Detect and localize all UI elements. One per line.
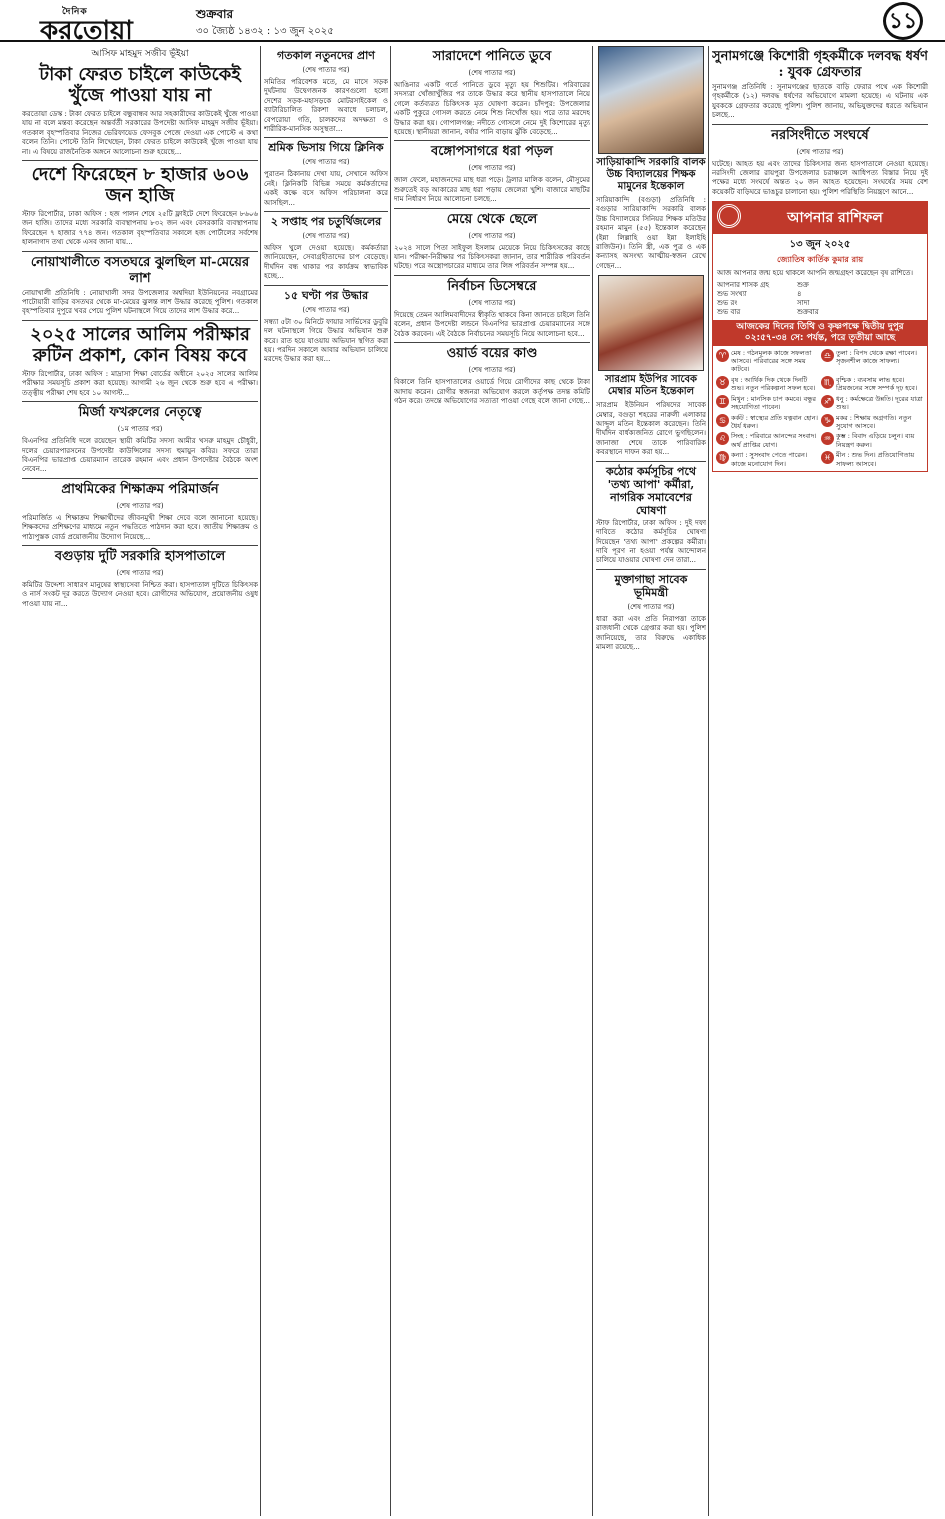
divider (264, 285, 388, 286)
zodiac-text: তুলা : বিপদ থেকে রক্ষা পাবেন। সৃজনশীল কাজে সাফল্য। (836, 348, 917, 366)
zodiac-sign-entry (716, 432, 819, 449)
divider (596, 461, 706, 462)
headline-worker-visa-clinic: শ্রমিক ভিসায় গিয়ে ক্লিনিক (268, 141, 384, 155)
zodiac-glyph-icon: ♓ (821, 451, 834, 464)
article-body: সন্ধ্যা ৫টা ৩০ মিনিটে ফায়ার সার্ভিসের ডুবুরি দল ঘটনাস্থলে গিয়ে উদ্ধার অভিযান শুরু করে। রাত হয়ে যাওয়ায় অভিযান স্থগিত করা হয়। পরদিন সকালে আবার অভিযান চালিয়ে মরদেহ উদ্ধার করা হয়... (264, 317, 388, 364)
zodiac-glyph-icon: ♈ (716, 349, 729, 362)
info-key: শুভ সংখ্যা (717, 289, 747, 298)
headline-rescue: ১৫ ঘণ্টা পর উদ্ধার (283, 288, 369, 302)
zodiac-sign-entry (821, 432, 924, 449)
zodiac-text: মীন : শুভ দিন। প্রতিযোগিতায় সাফল্য আসবে। (836, 451, 915, 468)
headline-noakhali: নোয়াখালীতে বসতঘরে ঝুলছিল মা-মেয়ের লাশ (30, 254, 250, 286)
issue-day: শুক্রবার (196, 7, 234, 21)
zodiac-sign-entry (821, 395, 924, 412)
article-body: জাল ফেলে, মহাজনদের মাছ ধরা পড়ে। ট্রলার মালিক বলেন, মৌসুমের শুরুতেই বড় আকারের মাছ ধরা পড়ায় জেলেরা খুশি। বাজারে মাছটির দাম নির্ধারণ নিয়ে আলোচনা চলছে... (394, 176, 590, 204)
info-value: শুক্রবার (797, 307, 819, 316)
horoscope-info-list (713, 281, 927, 317)
column-5 (712, 46, 928, 1516)
headline-alim-exam: ২০২৫ সালের আলিম পরীক্ষার রুটিন প্রকাশ, কোন বিষয় কবে (30, 323, 250, 366)
zodiac-glyph-icon: ♐ (821, 395, 834, 408)
headline-mirza-fakhrul: মির্জা ফখরুলের নেতৃত্বে (78, 405, 202, 421)
zodiac-sign-entry (821, 349, 924, 374)
zodiac-sign-entry (821, 451, 924, 468)
zodiac-text: মেষ : গঠনমূলক কাজে সফলতা আসবে। পরিবারের সঙ্গে সময় কাটবে। (731, 348, 812, 374)
zodiac-glyph-icon: ♌ (716, 432, 729, 445)
zodiac-sign-entry (716, 349, 819, 374)
zodiac-glyph-icon: ♒ (821, 432, 834, 445)
article-body: স্টাফ রিপোর্টার, ঢাকা অফিস : দুই দফা দাবিতে কঠোর কর্মসূচির ঘোষণা দিয়েছেন 'তথ্য আপা' প্রকল্পের কর্মীরা। দাবি পূরণ না হওয়া পর্যন্ত আন্দোলন চালিয়ে যাওয়ার ঘোষণা দেন তারা... (596, 518, 706, 565)
horoscope-info-row (713, 290, 927, 299)
article-body: করতোয়া ডেস্ক : টাকা ফেরত চাইলে বন্ধুবান্ধব আর সহকারীদের কাউকেই খুঁজে পাওয়া যায় না বলে মন্তব্য করেছেন অন্তর্বর্তী সরকারের উপদেষ্টা আসিফ মাহমুদ সজীব ভূঁইয়া। গতকাল বৃহস্পতিবার নিজের ভেরিফায়েড ফেসবুক পেজে দেওয়া এক পোস্টে এ কথা বলেন তিনি। পোস্টে তিনি লিখেছেন, টাকা ফেরত চাইলে কাউকেই খুঁজে পাওয়া যায় না। এ বিষয়ে রাজনৈতিক অঙ্গনে আলোচনা শুরু হয়েছে... (22, 110, 258, 156)
headline-primary-curriculum: প্রাথমিকের শিক্ষাক্রম পরিমার্জন (61, 481, 219, 497)
continuation-note: (শেষ পাতার পর) (627, 602, 675, 611)
column-1 (22, 46, 258, 1516)
continuation-note: (শেষ পাতার পর) (468, 164, 516, 173)
info-value: সাদা (797, 298, 810, 307)
portrait-photo (598, 275, 704, 371)
divider (394, 342, 590, 343)
headline-sunamganj: সুনামগঞ্জে কিশোরী গৃহকর্মীকে দলবদ্ধ ধর্ষণ : যুবক গ্রেফতার (712, 49, 928, 80)
headline-two-weeks: ২ সপ্তাহ পর চতুর্থিজলের (270, 215, 382, 229)
article-body: স্টাফ রিপোর্টার, ঢাকা অফিস : মাদ্রাসা শিক্ষা বোর্ডের অধীনে ২০২৫ সালের আলিম পরীক্ষার সময়সূচি প্রকাশ করা হয়েছে। আগামী ২৬ জুন থেকে শুরু হবে এ পরীক্ষা। তত্ত্বীয় পরীক্ষা শেষ হবে ১০ আগস্ট... (22, 369, 258, 397)
zodiac-sign-grid (713, 346, 927, 471)
article-body: ২০২৪ সালে পিতা সাইফুল ইসলাম মেয়েকে নিয়ে চিকিৎসকের কাছে যান। পরীক্ষা-নিরীক্ষার পর চিকিৎসকরা জানান, তার শারীরিক পরিবর্তন ঘটছে। পরে অস্ত্রোপচারের মাধ্যমে তার লিঙ্গ পরিবর্তন সম্পন্ন হয়... (394, 243, 590, 271)
continuation-note: (১ম পাতার পর) (117, 425, 163, 434)
zodiac-sign-entry (716, 414, 819, 431)
divider (22, 160, 258, 161)
zodiac-glyph-icon: ♉ (716, 376, 729, 389)
zodiac-glyph-icon: ♑ (821, 414, 834, 427)
divider (22, 478, 258, 479)
tithi-banner: আজকের দিনের তিথি ও কৃষ্ণপক্ষে দ্বিতীয় দুপুর ০২:৫৭-৩৪ সে: পর্যন্ত, পরে তৃতীয়া আছে (713, 320, 927, 346)
portrait-photo (598, 46, 704, 154)
article-body: বিকালে তিনি হাসপাতালের ওয়ার্ডে গিয়ে রোগীদের কাছ থেকে টাকা আদায় করেন। রোগীর স্বজনরা অভিযোগ করলে কর্তৃপক্ষ তদন্ত কমিটি গঠন করে। তদন্তে অভিযোগের সত্যতা পাওয়া গেছে বলে জানা গেছে... (394, 378, 590, 405)
continuation-note: (শেষ পাতার পর) (302, 232, 350, 241)
continuation-note: (শেষ পাতার পর) (302, 158, 350, 167)
zodiac-text: বৃষ : আর্থিক দিক থেকে দিনটি শুভ। নতুন পরিকল্পনা সফল হবে। (731, 375, 816, 393)
continuation-note: (শেষ পাতার পর) (302, 66, 350, 74)
article-body: দিয়েছে তেমন আলিমবাদীদের স্বীকৃতি থাকবে কিনা জানতে চাইলে তিনি বলেন, প্রধান উপদেষ্টা লন্ডনে বিএনপির ভারপ্রাপ্ত চেয়ারম্যানের সঙ্গে বৈঠক করবেন। এই বৈঠকে নির্বাচনের সময়সূচি নিয়ে আলোচনা হবে... (394, 310, 590, 338)
zodiac-text: মিথুন : মানসিক চাপ কমবে। বন্ধুর সহযোগিতা পাবেন। (731, 394, 817, 412)
divider (394, 275, 590, 276)
article-body: ধারা করা এবং প্রতি নিরাপত্তা তাকে রাজধানী থেকে গ্রেপ্তার করা হয়। পুলিশ জানিয়েছে, তার বিরুদ্ধে একাধিক মামলা রয়েছে... (596, 614, 706, 651)
article-body: পুরাতন ঠিকানায় দেখা যায়, সেখানে অফিস নেই। ক্লিনিকটি বিভিন্ন সময়ে কর্মকর্তাদের একই কক্ষে বসে অফিস পরিচালনা করে আসছিল... (264, 170, 388, 207)
zodiac-glyph-icon: ♊ (716, 395, 729, 408)
horoscope-info-row (713, 281, 927, 290)
horoscope-header (713, 202, 927, 234)
article-body: কমিটির উদ্দেশ্য সাধারণ মানুষের স্বাস্থ্যসেবা নিশ্চিত করা। হাসপাতাল দুটিতে চিকিৎসক ও নার্স সংকট দূর করতে উদ্যোগ নেওয়া হবে। রোগীদের অভিযোগ, প্রয়োজনীয় ওষুধ পাওয়া যায় না... (22, 580, 258, 608)
divider (22, 545, 258, 546)
headline-narsingdi-clash: নরসিংদীতে সংঘর্ষে (771, 127, 869, 143)
article-body: সুনামগঞ্জ প্রতিনিধি : সুনামগঞ্জের ছাতকে বাড়ি ফেরার পথে এক কিশোরী গৃহকর্মীকে (১২) দলবদ্ধ ধর্ষণের অভিযোগে মামলা হয়েছে। এ ঘটনায় এক যুবককে গ্রেফতার করেছে পুলিশ। পুলিশ জানায়, অভিযুক্তদের ধরতে অভিযান চলছে... (712, 83, 928, 120)
continuation-note: (শেষ পাতার পর) (468, 298, 516, 307)
newspaper-logo: করতোয়া (40, 16, 133, 46)
headline-ward-boy: ওয়ার্ড বয়ের কাণ্ড (446, 346, 538, 362)
page-number: ১১ (883, 2, 923, 40)
continuation-note: (শেষ পাতার পর) (116, 568, 164, 577)
column-rule (592, 46, 593, 1516)
divider (596, 569, 706, 570)
article-body: নোয়াখালী প্রতিনিধি : নোয়াখালী সদর উপজেলার অশ্বদিয়া ইউনিয়নের নবগ্রামের পাটোয়ারী বাড়ির বসতঘর থেকে মা-মেয়ের ঝুলন্ত লাশ উদ্ধার করেছে পুলিশ। গতকাল বৃহস্পতিবার দুপুরে খবর পেয়ে পুলিশ ঘটনাস্থলে গিয়ে তাদের লাশ উদ্ধার করে... (22, 288, 258, 316)
article-body: সারিয়াকান্দি (বগুড়া) প্রতিনিধি : বগুড়ার সারিয়াকান্দি সরকারি বালক উচ্চ বিদ্যালয়ের সিনিয়র শিক্ষক মতিউর রহমান মামুন (৫৫) ইন্তেকাল করেছেন (ইন্না লিল্লাহি ওয়া ইন্না ইলাইহি রাজিউন)। তিনি স্ত্রী, এক পুত্র ও এক কন্যাসহ অসংখ্য আত্মীয়-স্বজন রেখে গেছেন... (596, 196, 706, 270)
column-3 (394, 46, 590, 1516)
article-body: স্টাফ রিপোর্টার, ঢাকা অফিস : হজ পালন শেষে ২৫টি ফ্লাইটে দেশে ফিরেছেন ৮৬০৬ জন হাজি। তাদের মধ্যে সরকারি ব্যবস্থাপনায় ৮৩২ জন এবং বেসরকারি ব্যবস্থাপনায় ফিরেছেন ৭ হাজার ৭৭৪ জন। গতকাল বৃহস্পতিবার সকালে হজ পোর্টালের সর্বশেষ হালনাগাদ তথ্য থেকে এসব জানা যায়... (22, 210, 258, 247)
column-rule (390, 46, 391, 1516)
article-byline: আসিফ মাহমুদ সজীব ভূঁইয়া (91, 49, 189, 59)
headline-drowning: সারাদেশে পানিতে ডুবে (432, 49, 552, 64)
info-key: আপনার শাসক গ্রহ (717, 280, 770, 289)
zodiac-text: মকর : শিক্ষায় অগ্রগতি। নতুন সুযোগ আসবে। (836, 413, 912, 430)
horoscope-info-row (713, 299, 927, 308)
article-body: পরিমার্জিত এ শিক্ষাক্রম শিক্ষার্থীদের জীবনমুখী শিক্ষা দেবে বলে জানানো হয়েছে। শিক্ষকদের প্রশিক্ষণের মাধ্যমে নতুন পদ্ধতিতে পাঠদান করা হবে। জাতীয় শিক্ষাক্রম ও পাঠ্যপুস্তক বোর্ড প্রয়োজনীয় উদ্যোগ নিয়েছে... (22, 513, 258, 541)
article-body: ঘটেছে। আহত হয় এবং তাদের চিকিৎসার জন্য হাসপাতালে নেওয়া হয়েছে। নরসিংদী জেলার রায়পুরা উপজেলার চরাঞ্চলে আধিপত্য বিস্তার নিয়ে দুই পক্ষের মধ্যে সংঘর্ষে অন্তত ২০ জন আহত হয়েছেন। সংঘর্ষের সময় বেশ কয়েকটি বাড়িঘরে ভাঙচুর চালানো হয়। পুলিশ পরিস্থিতি নিয়ন্ত্রণে আনে... (712, 159, 928, 196)
zodiac-sign-entry (716, 395, 819, 412)
headline-road-deaths: গতকাল নতুনদের প্রাণ (277, 49, 375, 62)
divider (22, 320, 258, 321)
issue-date: ৩০ জ্যৈষ্ঠ ১৪৩২ : ১৩ জুন ২০২৫ (196, 26, 334, 37)
astrologer-name: জ্যোতিষ কার্তিক কুমার রায় (776, 255, 864, 265)
divider (394, 208, 590, 209)
continuation-note: (শেষ পাতার পর) (796, 147, 844, 156)
headline-hajj-return: দেশে ফিরেছেন ৮ হাজার ৬০৬ জন হাজি (31, 164, 249, 207)
info-value: ৪ (797, 289, 802, 298)
divider (22, 251, 258, 252)
info-key: শুভ রং (717, 298, 738, 307)
headline-former-minister: মুক্তাগাছা সাবেক ভূমিমন্ত্রী (614, 572, 688, 599)
info-key: শুভ বার (717, 307, 741, 316)
zodiac-wheel-icon (717, 204, 741, 228)
obituary-caption: সাড়িয়াকান্দি সরকারি বালক উচ্চ বিদ্যালয়ের শিক্ষক মামুনের ইন্তেকাল (596, 157, 706, 192)
headline-election-december: নির্বাচন ডিসেম্বরে (447, 278, 537, 294)
zodiac-sign-entry (716, 451, 819, 468)
divider (264, 211, 388, 212)
article-body: সারপ্রাম ইউনিয়ন পরিষদের সাবেক মেম্বার, বগুড়া শহরের নারুলী এলাকার আব্দুল মতিন ইন্তেকাল করেছেন। তিনি দীর্ঘদিন বার্ধক্যজনিত রোগে ভুগছিলেন। জানাজা শেষে তাকে পারিবারিক কবরস্থানে দাফন করা হয়... (596, 401, 706, 457)
horoscope-intro: আজ আপনার জন্ম হয়ে থাকলে আপনি জন্মগ্রহণ করেছেন বৃষ রাশিতে। (717, 269, 914, 278)
article-body: অফিস খুলে দেওয়া হয়েছে। কর্মকর্তারা জানিয়েছেন, সেবাগ্রহীতাদের চাপ বেড়েছে। দীর্ঘদিন বন্ধ থাকার পর কার্যক্রম স্বাভাবিক হচ্ছে... (264, 244, 388, 281)
headline-tothyo-apa: কঠোর কর্মসূচির পথে 'তথ্য আপা' কর্মীরা, নাগরিক সমাবেশের ঘোষণা (605, 464, 697, 517)
horoscope-title: আপনার রাশিফল (787, 210, 883, 227)
continuation-note: (শেষ পাতার পর) (468, 231, 516, 240)
article-body: বিএনপির প্রতিনিধি দলে রয়েছেন স্থায়ী কমিটির সদস্য আমীর খসরু মাহমুদ চৌধুরী, দলের চেয়ারপারসনের উপদেষ্টা কাউন্সিলের সদস্য হুমায়ুন কবির। সফরে তারা বিএনপির ভারপ্রাপ্ত চেয়ারম্যান তারেক রহমান এবং প্রধান উপদেষ্টার বৈঠকে অংশ নেবেন... (22, 437, 258, 474)
zodiac-text: কন্যা : সুসংবাদ পেতে পারেন। কাজে মনোযোগ দিন। (731, 451, 808, 468)
headline-girl-to-boy: মেয়ে থেকে ছেলে (446, 211, 538, 227)
horoscope-info-row (713, 308, 927, 317)
zodiac-glyph-icon: ♏ (821, 376, 834, 389)
divider (712, 124, 928, 125)
headline-bogura-hospitals: বগুড়ায় দুটি সরকারি হাসপাতালে (54, 548, 226, 564)
column-4 (596, 46, 706, 1516)
divider (264, 137, 388, 138)
zodiac-sign-entry (821, 414, 924, 431)
zodiac-text: কর্কট : স্বাস্থ্যের প্রতি যত্নবান হোন। ধৈর্য ধরুন। (731, 413, 818, 430)
zodiac-glyph-icon: ♎ (821, 349, 834, 362)
logo-prefix: দৈনিক (62, 7, 88, 17)
horoscope-box (712, 201, 928, 472)
column-rule (260, 46, 261, 1516)
continuation-note: (শেষ পাতার পর) (468, 69, 516, 77)
column-rule (708, 46, 709, 1516)
zodiac-sign-entry (716, 376, 819, 393)
article-body: আঙিনার একটি গর্তে পানিতে ডুবে মৃত্যু হয় শিশুটির। পরিবারের সদস্যরা খোঁজাখুঁজির পর তাকে উদ্ধার করে স্থানীয় হাসপাতালে নিয়ে গেলে কর্তব্যরত চিকিৎসক মৃত ঘোষণা করেন। চাঁদপুর: উপজেলার একটি পুকুরে গোসল করতে নেমে শিশু নিখোঁজ হয়। পরে তার মরদেহ উদ্ধার করা হয়। গোপালগঞ্জ: নদীতে গোসলে নেমে দুই কিশোরের মৃত্যু হয়েছে। স্থানীয়রা জানান, বর্ষার পানি বাড়ায় ঝুঁকি বেড়েছে... (394, 81, 590, 137)
zodiac-text: কুম্ভ : বিবাদ এড়িয়ে চলুন। ব্যয় নিয়ন্ত্রণ করুন। (836, 432, 915, 449)
horoscope-date: ১৩ জুন ২০২৫ (789, 239, 851, 251)
continuation-note: (শেষ পাতার পর) (116, 501, 164, 510)
article-body: সমিতির পরিবেশক মতে, মে মাসে সড়ক দুর্ঘটনায় উদ্বেগজনক কারণগুলো হলো দেশের সড়ক-মহাসড়কে মোটরসাইকেল ও ব্যাটারিচালিত রিকশা অবাধে চলাচল, বেপরোয়া গতি, চালকদের অদক্ষতা ও শারীরিক-মানসিক অসুস্থতা... (264, 78, 388, 134)
zodiac-glyph-icon: ♋ (716, 414, 729, 427)
divider (394, 140, 590, 141)
zodiac-text: বৃশ্চিক : ব্যবসায় লাভ হবে। প্রিয়জনের সঙ্গে সম্পর্ক দৃঢ় হবে। (836, 375, 918, 393)
continuation-note: (শেষ পাতার পর) (468, 366, 516, 375)
divider (22, 401, 258, 402)
column-2 (264, 46, 388, 1516)
zodiac-text: ধনু : কর্মক্ষেত্রে উন্নতি। দূরের যাত্রা শুভ। (836, 394, 923, 412)
zodiac-text: সিংহ : পরিবারে আনন্দের সংবাদ। অর্থ প্রাপ্তির যোগ। (731, 432, 817, 449)
headline-bay-of-bengal: বঙ্গোপসাগরে ধরা পড়ল (431, 144, 553, 160)
continuation-note: (শেষ পাতার পর) (302, 305, 350, 314)
zodiac-sign-entry (821, 376, 924, 393)
info-value: শুক্র (797, 280, 809, 289)
headline-refund: টাকা ফেরত চাইলে কাউকেই খুঁজে পাওয়া যায় না (39, 64, 241, 106)
zodiac-glyph-icon: ♍ (716, 451, 729, 464)
obituary-caption: সারপ্রাম ইউপির সাবেক মেম্বার মতিন ইন্তেকাল (604, 374, 698, 398)
masthead (0, 0, 945, 46)
